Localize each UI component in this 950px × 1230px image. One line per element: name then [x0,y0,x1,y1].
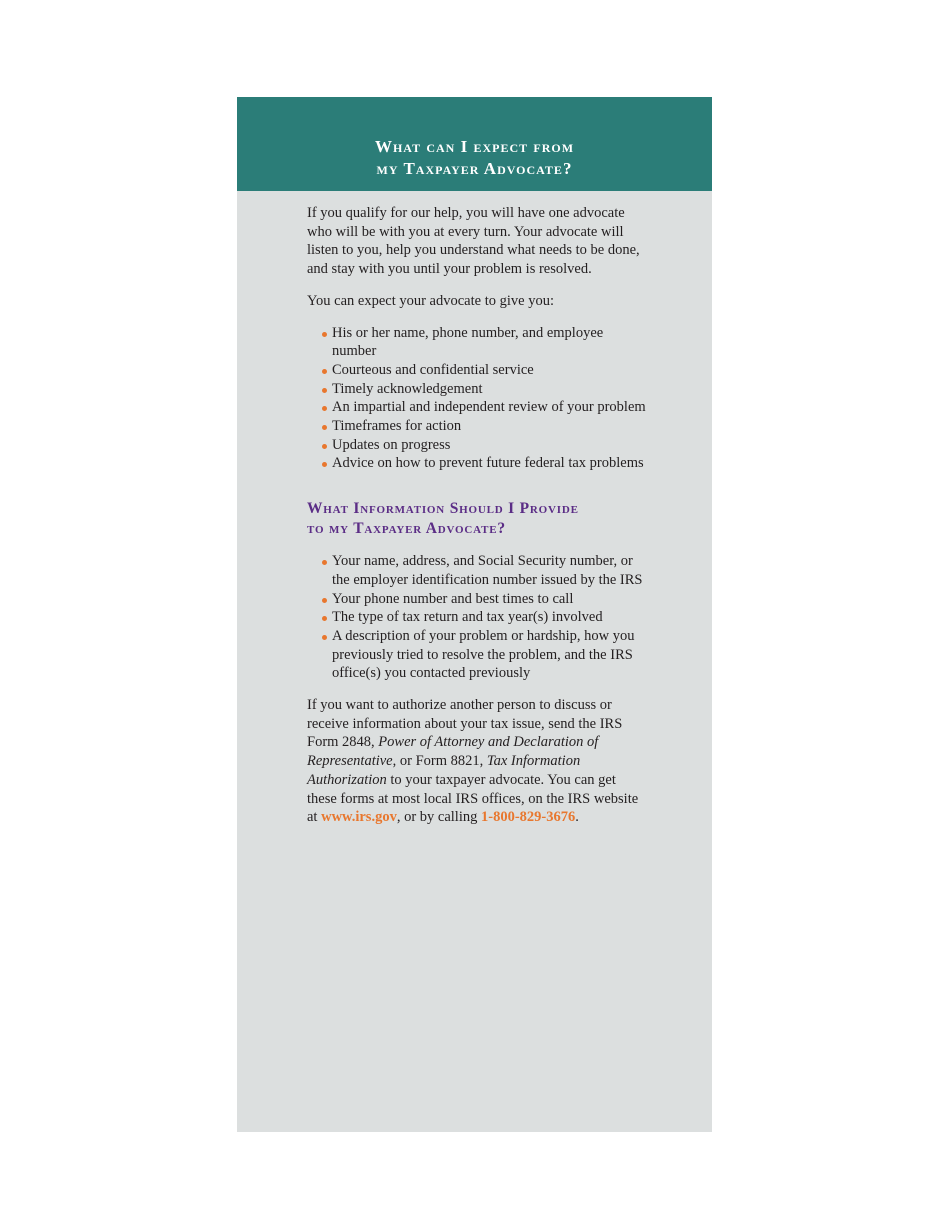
irs-phone-number: 1-800-829-3676 [481,809,576,826]
expect-list [307,324,647,474]
list-item: Courteous and confidential service [332,361,647,380]
closing-text-3: to your taxpayer advocate. You can get these forms at most local IRS offices, on the IRS website at [307,771,639,826]
section-heading-line-2: to my Taxpayer Advocate? [307,520,506,538]
section-heading-line-1: What Information Should I Provide [307,500,579,518]
closing-text-5: . [575,809,579,826]
list-item: Your name, address, and Social Security number, or the employer identification number issued by the IRS [332,552,647,589]
page-title-line-2: my Taxpayer Advocate? [376,159,573,178]
list-item: Updates on progress [332,436,647,455]
closing-text-2: , or Form 8821, [392,753,487,770]
list-item: The type of tax return and tax year(s) involved [332,608,647,627]
list-item: Advice on how to prevent future federal tax problems [332,454,647,473]
closing-text-1: If you want to authorize another person to discuss or receive information about your tax issue, send the IRS Form 2848, [307,697,623,751]
closing-paragraph [307,696,647,827]
body-content [307,204,647,840]
info-list [307,552,647,683]
brochure-panel [237,97,712,1132]
form-2848-title: Power of Attorney and Declaration of Representative [307,734,599,770]
form-8821-title: Tax Information Authorization [307,753,581,788]
irs-website-link[interactable]: www.irs.gov [321,809,397,826]
page-title-line-1: What can I expect from [374,137,575,156]
list-item: Timely acknowledgement [332,380,647,399]
list-item: His or her name, phone number, and employee number [332,324,647,361]
section-heading [307,499,647,539]
intro-paragraph: If you qualify for our help, you will have one advocate who will be with you at every turn. Your advocate will listen to you, help you understand what needs to be done, and stay with you until your problem is resolved. [307,205,640,278]
list-item: A description of your problem or hardship, how you previously tried to resolve the problem, and the IRS office(s) you contacted previously [332,627,647,683]
expect-lead: You can expect your advocate to give you: [307,292,554,309]
list-item: An impartial and independent review of your problem [332,399,646,416]
list-item: Your phone number and best times to call [332,590,647,609]
list-item: Timeframes for action [332,417,647,436]
page-title [237,136,712,180]
closing-text-4: , or by calling [396,809,481,826]
header-band [237,97,712,191]
